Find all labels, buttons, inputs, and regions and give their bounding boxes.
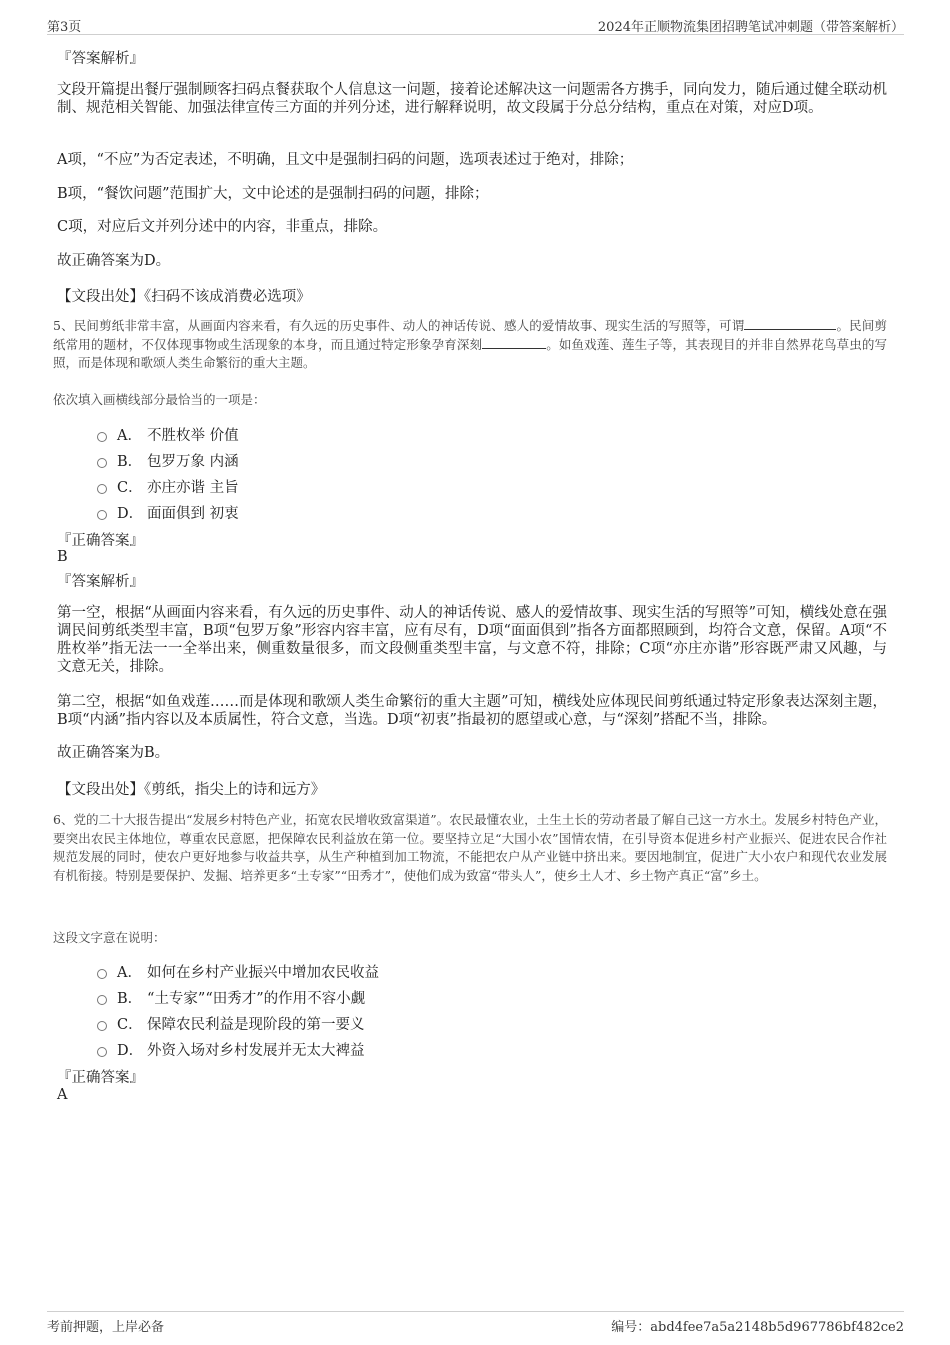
q6-option-d[interactable]: D． 外资入场对乡村发展并无太大裨益 [97,1036,379,1062]
q6-answer: A [57,1087,68,1103]
q6-option-a[interactable]: A． 如何在乡村产业振兴中增加农民收益 [97,958,379,984]
page-number: 第3页 [47,20,82,35]
q5-answer-conclusion: 故正确答案为B。 [57,745,170,761]
q5-text-part-3: 。如鱼戏莲、莲生子等，其表现目的并非自然界花鸟草虫的写照，而是体现和歌颂人类生命繁衍的重大主题。 [53,336,887,370]
q4-analysis-paragraph: 文段开篇提出餐厅强制顾客扫码点餐获取个人信息这一问题，接着论述解决这一问题需各方携手，同向发力，随后通过健全联动机制、规范相关智能、加强法律宣传三方面的并列分述，进行解释说明，故文段属于分总分结构，重点在对策，对应D项。 [57,82,887,116]
document-code: 编号：abd4fee7a5a2148b5d967786bf482ce2 [611,1320,904,1335]
q4-analysis-option-b: B项，“餐饮问题”范围扩大，文中论述的是强制扫码的问题，排除； [57,186,489,202]
q6-question-text: 6、党的二十大报告提出“发展乡村特色产业，拓宽农民增收致富渠道”。农民最懂农业，土生土长的劳动者最了解自己这一方水土。发展乡村特色产业，要突出农民主体地位，尊重农民意愿，把保障农民利益放在第一位。要坚持立足“大国小农”国情农情，在引导资本促进乡村产业振兴、促进农民合作社规范发展的同时，使农户更好地参与收益共享，从生产种植到加工物流，不能把农户从产业链中挤出来。要因地制宜，促进广大小农户和现代农业发展有机衔接。特别是要保护、发掘、培养更多“土专家”“田秀才”，使他们成为致富“带头人”，使乡土人才、乡土物产真正“富”乡土。 [53,812,887,883]
radio-icon[interactable] [97,1047,107,1057]
q5-option-d[interactable]: D． 面面俱到 初衷 [97,499,239,525]
radio-icon[interactable] [97,432,107,442]
q6-options [97,958,379,1062]
q4-analysis-option-c: C项，对应后文并列分述中的内容，非重点，排除。 [57,219,388,235]
q4-source: 【文段出处】《扫码不该成消费必选项》 [57,289,311,305]
radio-icon[interactable] [97,969,107,979]
q6-option-c[interactable]: C． 保障农民利益是现阶段的第一要义 [97,1010,379,1036]
q5-question-text [53,317,887,373]
q5-options [97,421,239,525]
page-header [47,14,904,35]
q5-text-part-2: 。民间剪纸常用的题材，不仅体现事物或生活现象的本身，而且通过特定形象孕育深刻 [53,318,887,352]
q5-option-c[interactable]: C． 亦庄亦谐 主旨 [97,473,239,499]
q6-answer-label: 『正确答案』 [57,1070,144,1086]
q5-source: 【文段出处】《剪纸，指尖上的诗和远方》 [57,782,326,798]
q5-option-a[interactable]: A． 不胜枚举 价值 [97,421,239,447]
q4-analysis-option-a: A项，“不应”为否定表述，不明确，且文中是强制扫码的问题，选项表述过于绝对，排除； [57,152,634,168]
q5-answer: B [57,549,68,565]
footer-slogan: 考前押题，上岸必备 [47,1320,165,1335]
radio-icon[interactable] [97,484,107,494]
page-footer [47,1311,904,1334]
q5-text-part-1: 5、民间剪纸非常丰富，从画面内容来看，有久远的历史事件、动人的神话传说、感人的爱情故事、现实生活的写照等，可谓 [53,318,745,333]
document-title: 2024年正顺物流集团招聘笔试冲刺题（带答案解析） [597,20,904,35]
q4-analysis-label: 『答案解析』 [57,51,144,67]
q5-option-b[interactable]: B． 包罗万象 内涵 [97,447,239,473]
radio-icon[interactable] [97,458,107,468]
q5-analysis-second-blank: 第二空，根据“如鱼戏莲……而是体现和歌颂人类生命繁衍的重大主题”可知，横线处应体现民间剪纸通过特定形象表达深刻主题，B项“内涵”指内容以及本质属性，符合文意，当选。D项“初衷”指最初的愿望或心意，与“深刻”搭配不当，排除。 [57,694,887,728]
q5-blank-1 [744,318,836,330]
q6-option-b[interactable]: B． “土专家”“田秀才”的作用不容小觑 [97,984,379,1010]
q5-stem: 依次填入画横线部分最恰当的一项是： [53,392,266,407]
radio-icon[interactable] [97,995,107,1005]
radio-icon[interactable] [97,1021,107,1031]
q5-answer-label: 『正确答案』 [57,533,144,549]
q5-analysis-first-blank: 第一空，根据“从画面内容来看，有久远的历史事件、动人的神话传说、感人的爱情故事、现实生活的写照等”可知，横线处意在强调民间剪纸类型丰富，B项“包罗万象”形容内容丰富，应有尽有，D项“面面俱到”指各方面都照顾到，均符合文意，保留。A项“不胜枚举”指无法一一全举出来，侧重数量很多，而文段侧重类型丰富，与文意不符，排除；C项“亦庄亦谐”形容既严肃又风趣，与文意无关，排除。 [57,605,887,675]
radio-icon[interactable] [97,510,107,520]
q5-analysis-label: 『答案解析』 [57,574,144,590]
q4-answer-conclusion: 故正确答案为D。 [57,253,171,269]
q5-blank-2 [482,337,546,349]
q6-stem: 这段文字意在说明： [53,930,166,945]
